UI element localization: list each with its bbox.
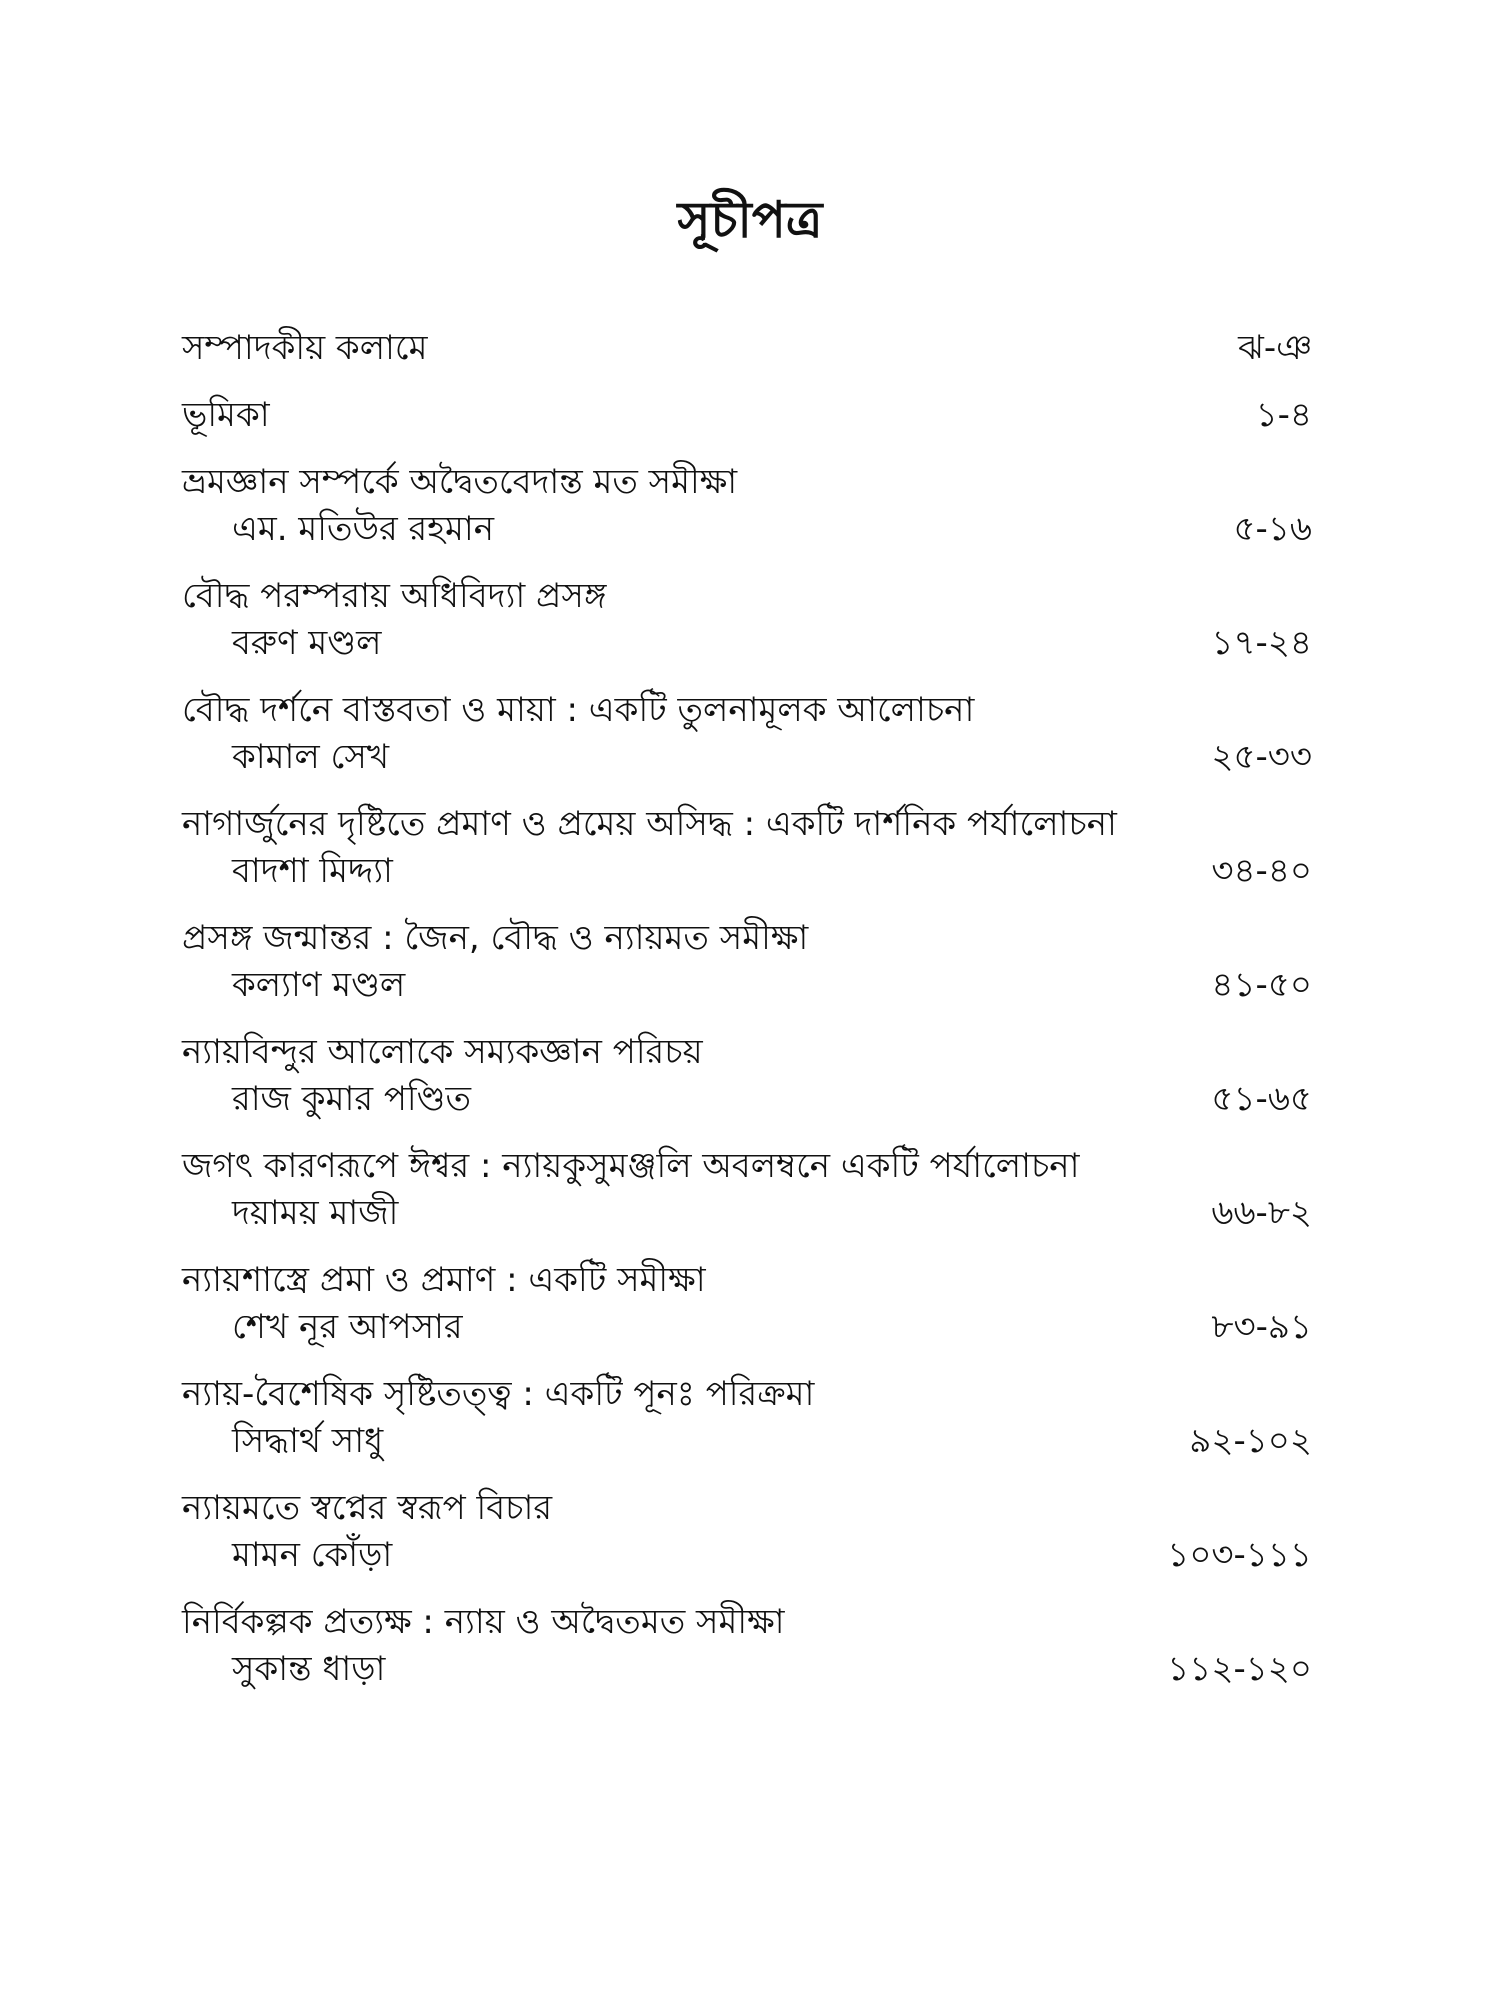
- entry-pages: ১৭-২৪: [1211, 623, 1312, 663]
- entry-author: এম. মতিউর রহমান: [232, 509, 495, 549]
- entry-title: নির্বিকল্পক প্রত্যক্ষ : ন্যায় ও অদ্বৈতমত সমীক্ষা: [182, 1602, 785, 1642]
- entry-title: ভূমিকা: [182, 395, 270, 435]
- entry-title: ভ্রমজ্ঞান সম্পর্কে অদ্বৈতবেদান্ত মত সমীক্ষা: [182, 462, 738, 502]
- toc-entry: [182, 392, 1312, 439]
- entry-author: শেখ নূর আপসার: [232, 1307, 463, 1347]
- toc-entry: [182, 687, 1312, 781]
- entry-author: কামাল সেখ: [232, 737, 390, 777]
- entry-author: সুকান্ত ধাড়া: [232, 1649, 386, 1689]
- entry-title: ন্যায়বিন্দুর আলোকে সম্যকজ্ঞান পরিচয়: [182, 1032, 703, 1072]
- toc-entry: [182, 1257, 1312, 1351]
- entry-pages: ৯২-১০২: [1189, 1421, 1312, 1461]
- entry-pages: ৪১-৫০: [1211, 965, 1312, 1005]
- toc-entry: [182, 801, 1312, 895]
- entry-author: বরুণ মণ্ডল: [232, 623, 382, 663]
- entry-title: নাগার্জুনের দৃষ্টিতে প্রমাণ ও প্রমেয় অসিদ্ধ : একটি দার্শনিক পর্যালোচনা: [182, 804, 1117, 844]
- entry-pages: ১১২-১২০: [1167, 1649, 1312, 1689]
- entry-title: ন্যায়শাস্ত্রে প্রমা ও প্রমাণ : একটি সমীক্ষা: [182, 1260, 706, 1300]
- entry-title: প্রসঙ্গ জন্মান্তর : জৈন, বৌদ্ধ ও ন্যায়মত সমীক্ষা: [182, 918, 809, 958]
- entry-pages: ২৫-৩৩: [1211, 737, 1312, 777]
- entry-title: ন্যায়-বৈশেষিক সৃষ্টিতত্ত্ব : একটি পূনঃ পরিক্রমা: [182, 1374, 815, 1414]
- entry-pages: ঝ-ঞ: [1238, 328, 1312, 368]
- toc-entry: [182, 1029, 1312, 1123]
- entry-author: মামন কোঁড়া: [232, 1535, 393, 1575]
- entry-author: রাজ কুমার পণ্ডিত: [232, 1079, 471, 1119]
- entry-author: সিদ্ধার্থ সাধু: [232, 1421, 384, 1461]
- entry-pages: ৩৪-৪০: [1211, 851, 1312, 891]
- entry-author: দয়াময় মাজী: [232, 1193, 399, 1233]
- entry-title: সম্পাদকীয় কলামে: [182, 328, 428, 368]
- entry-pages: ১-৪: [1255, 395, 1312, 435]
- entry-title: বৌদ্ধ দর্শনে বাস্তবতা ও মায়া : একটি তুলনামূলক আলোচনা: [182, 690, 975, 730]
- entry-pages: ৬৬-৮২: [1211, 1193, 1312, 1233]
- entry-title: ন্যায়মতে স্বপ্নের স্বরূপ বিচার: [182, 1488, 553, 1528]
- toc-entry: [182, 325, 1312, 372]
- toc-entry: [182, 1599, 1312, 1693]
- toc-entry: [182, 1143, 1312, 1237]
- entry-title: বৌদ্ধ পরম্পরায় অধিবিদ্যা প্রসঙ্গ: [182, 576, 607, 616]
- entry-pages: ১০৩-১১১: [1167, 1535, 1312, 1575]
- toc-entry: [182, 1371, 1312, 1465]
- table-of-contents: [182, 325, 1312, 1713]
- entry-pages: ৮৩-৯১: [1211, 1307, 1312, 1347]
- entry-pages: ৫১-৬৫: [1211, 1079, 1312, 1119]
- toc-entry: [182, 1485, 1312, 1579]
- entry-author: বাদশা মিদ্দ্যা: [232, 851, 393, 891]
- toc-entry: [182, 573, 1312, 667]
- toc-entry: [182, 915, 1312, 1009]
- entry-title: জগৎ কারণরূপে ঈশ্বর : ন্যায়কুসুমঞ্জলি অবলম্বনে একটি পর্যালোচনা: [182, 1146, 1080, 1186]
- page-title: সূচীপত্র: [677, 191, 823, 249]
- entry-pages: ৫-১৬: [1233, 509, 1312, 549]
- entry-author: কল্যাণ মণ্ডল: [232, 965, 406, 1005]
- toc-entry: [182, 459, 1312, 553]
